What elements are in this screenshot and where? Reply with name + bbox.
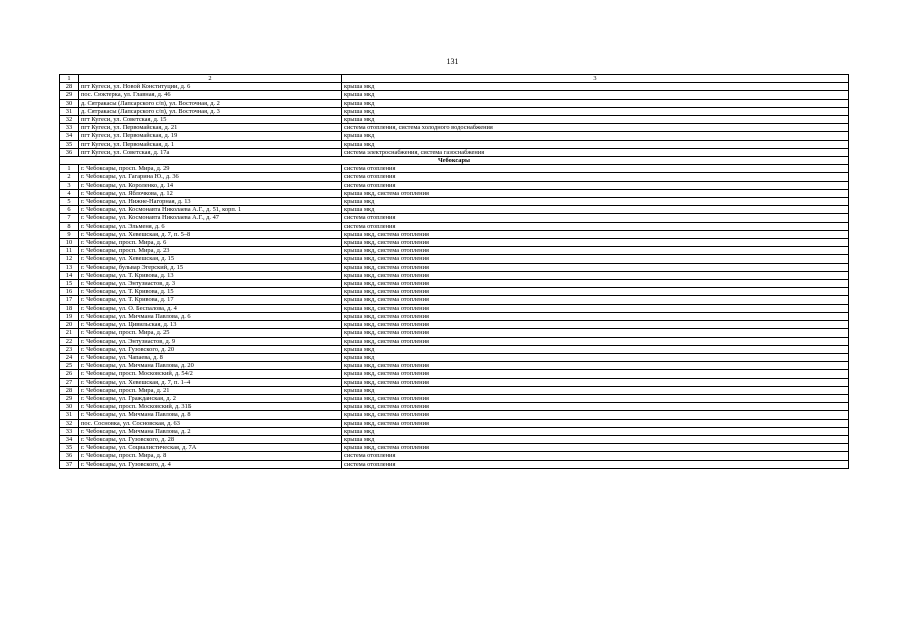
- row-work-cell: крыша мкд: [342, 91, 849, 99]
- row-work-cell: система отопления: [342, 214, 849, 222]
- row-work-cell: крыша мкд, система отопления: [342, 444, 849, 452]
- row-address-cell: г. Чебоксары, ул. Т. Кривова, д. 15: [79, 288, 342, 296]
- row-work-cell: крыша мкд, система отопления: [342, 296, 849, 304]
- table-row: [60, 312, 849, 320]
- row-number-cell: 19: [60, 312, 79, 320]
- row-address-cell: г. Чебоксары, ул. Нижне-Нагорная, д. 13: [79, 198, 342, 206]
- row-address-cell: пгт Кугеси, ул. Советская, д. 15: [79, 116, 342, 124]
- row-address-cell: г. Чебоксары, ул. Хевешская, д. 15: [79, 255, 342, 263]
- row-number-cell: 12: [60, 255, 79, 263]
- table-row: [60, 239, 849, 247]
- row-work-cell: крыша мкд: [342, 353, 849, 361]
- row-address-cell: г. Чебоксары, ул. Мичмана Павлова, д. 6: [79, 312, 342, 320]
- row-number-cell: 9: [60, 230, 79, 238]
- row-number-cell: 7: [60, 214, 79, 222]
- row-address-cell: г. Чебоксары, ул. Т. Кривова, д. 17: [79, 296, 342, 304]
- table-row: [60, 403, 849, 411]
- table-row: [60, 222, 849, 230]
- row-work-cell: система отопления: [342, 222, 849, 230]
- row-address-cell: г. Чебоксары, ул. Мичмана Павлова, д. 20: [79, 362, 342, 370]
- row-address-cell: г. Чебоксары, ул. Социалистическая, д. 7А: [79, 444, 342, 452]
- row-address-cell: г. Чебоксары, просп. Мира, д. 8: [79, 452, 342, 460]
- row-number-cell: 22: [60, 337, 79, 345]
- table-row: [60, 337, 849, 345]
- row-address-cell: пос. Сюктерка, ул. Главная, д. 46: [79, 91, 342, 99]
- table-row: [60, 247, 849, 255]
- row-work-cell: крыша мкд: [342, 83, 849, 91]
- row-address-cell: г. Чебоксары, ул. Цивильская, д. 13: [79, 321, 342, 329]
- row-number-cell: 28: [60, 386, 79, 394]
- row-address-cell: пгт Кугеси, ул. Новой Конституции, д. 6: [79, 83, 342, 91]
- row-work-cell: система отопления: [342, 181, 849, 189]
- table-row: [60, 329, 849, 337]
- row-work-cell: система отопления: [342, 165, 849, 173]
- row-number-cell: 3: [60, 181, 79, 189]
- row-work-cell: крыша мкд, система отопления: [342, 239, 849, 247]
- table-row: [60, 296, 849, 304]
- row-address-cell: г. Чебоксары, ул. Чапаева, д. 8: [79, 353, 342, 361]
- row-number-cell: 18: [60, 304, 79, 312]
- row-number-cell: 36: [60, 452, 79, 460]
- row-number-cell: 10: [60, 239, 79, 247]
- row-address-cell: г. Чебоксары, просп. Московский, д. 31Б: [79, 403, 342, 411]
- row-number-cell: 24: [60, 353, 79, 361]
- row-number-cell: 31: [60, 107, 79, 115]
- table-row: [60, 427, 849, 435]
- row-number-cell: 27: [60, 378, 79, 386]
- table-row: [60, 148, 849, 156]
- row-work-cell: крыша мкд: [342, 435, 849, 443]
- row-work-cell: крыша мкд: [342, 140, 849, 148]
- works-table-body: [60, 75, 849, 469]
- row-address-cell: г. Чебоксары, ул. Космонавта Николаева А.Г., д. 51, корп. 1: [79, 206, 342, 214]
- page-number: 131: [446, 57, 459, 66]
- table-row: [60, 386, 849, 394]
- row-number-cell: 2: [60, 173, 79, 181]
- table-row: [60, 280, 849, 288]
- row-number-cell: 28: [60, 83, 79, 91]
- row-number-cell: 30: [60, 403, 79, 411]
- row-work-cell: крыша мкд: [342, 132, 849, 140]
- table-row: [60, 255, 849, 263]
- row-number-cell: 30: [60, 99, 79, 107]
- row-work-cell: крыша мкд: [342, 206, 849, 214]
- table-row: [60, 140, 849, 148]
- row-work-cell: крыша мкд, система отопления: [342, 370, 849, 378]
- table-row: [60, 116, 849, 124]
- row-address-cell: г. Чебоксары, ул. Гузовского, д. 4: [79, 460, 342, 468]
- row-work-cell: крыша мкд: [342, 198, 849, 206]
- row-work-cell: крыша мкд, система отопления: [342, 411, 849, 419]
- row-number-cell: 35: [60, 140, 79, 148]
- row-work-cell: крыша мкд, система отопления: [342, 419, 849, 427]
- row-work-cell: крыша мкд: [342, 116, 849, 124]
- row-number-cell: 1: [60, 165, 79, 173]
- row-number-cell: 32: [60, 419, 79, 427]
- row-number-cell: 14: [60, 271, 79, 279]
- row-work-cell: крыша мкд: [342, 386, 849, 394]
- row-address-cell: г. Чебоксары, ул. О. Беспалова, д. 4: [79, 304, 342, 312]
- table-row: [60, 198, 849, 206]
- row-work-cell: система отопления: [342, 173, 849, 181]
- table-row: [60, 304, 849, 312]
- header-col-3: 3: [342, 75, 849, 83]
- row-address-cell: пос. Сосновка, ул. Сосновская, д. 63: [79, 419, 342, 427]
- row-address-cell: г. Чебоксары, ул. Гагарина Ю., д. 36: [79, 173, 342, 181]
- row-address-cell: г. Чебоксары, ул. Гузовского, д. 20: [79, 345, 342, 353]
- table-row: [60, 435, 849, 443]
- row-number-cell: 29: [60, 91, 79, 99]
- table-row: [60, 452, 849, 460]
- row-number-cell: 6: [60, 206, 79, 214]
- row-address-cell: д. Сятракасы (Лапсарского с/п), ул. Восточная, д. 3: [79, 107, 342, 115]
- row-address-cell: г. Чебоксары, ул. Эльменя, д. 6: [79, 222, 342, 230]
- table-row: [60, 214, 849, 222]
- row-work-cell: крыша мкд, система отопления: [342, 394, 849, 402]
- row-address-cell: г. Чебоксары, просп. Мира, д. 25: [79, 329, 342, 337]
- row-address-cell: г. Чебоксары, бульвар Эгерский, д. 15: [79, 263, 342, 271]
- row-address-cell: г. Чебоксары, ул. Энтузиастов, д. 9: [79, 337, 342, 345]
- table-row: [60, 444, 849, 452]
- row-number-cell: 4: [60, 189, 79, 197]
- table-row: [60, 263, 849, 271]
- row-work-cell: система отопления: [342, 460, 849, 468]
- row-work-cell: крыша мкд: [342, 345, 849, 353]
- row-work-cell: крыша мкд, система отопления: [342, 304, 849, 312]
- table-row: [60, 321, 849, 329]
- row-number-cell: 26: [60, 370, 79, 378]
- row-number-cell: 37: [60, 460, 79, 468]
- row-number-cell: 5: [60, 198, 79, 206]
- row-number-cell: 31: [60, 411, 79, 419]
- table-row: [60, 99, 849, 107]
- table-row: [60, 124, 849, 132]
- table-row: [60, 189, 849, 197]
- row-number-cell: 20: [60, 321, 79, 329]
- table-row: [60, 460, 849, 468]
- row-number-cell: 17: [60, 296, 79, 304]
- row-work-cell: крыша мкд, система отопления: [342, 189, 849, 197]
- row-address-cell: г. Чебоксары, просп. Мира, д. 6: [79, 239, 342, 247]
- table-row: [60, 83, 849, 91]
- row-work-cell: крыша мкд, система отопления: [342, 271, 849, 279]
- row-address-cell: г. Чебоксары, просп. Мира, д. 23: [79, 247, 342, 255]
- row-address-cell: г. Чебоксары, ул. Яблочкова, д. 12: [79, 189, 342, 197]
- table-row: [60, 419, 849, 427]
- row-work-cell: крыша мкд, система отопления: [342, 403, 849, 411]
- table-row: [60, 230, 849, 238]
- row-work-cell: крыша мкд, система отопления: [342, 312, 849, 320]
- row-number-cell: 16: [60, 288, 79, 296]
- row-work-cell: крыша мкд, система отопления: [342, 321, 849, 329]
- row-address-cell: пгт Кугеси, ул. Первомайская, д. 21: [79, 124, 342, 132]
- row-address-cell: д. Сятракасы (Лапсарского с/п), ул. Восточная, д. 2: [79, 99, 342, 107]
- row-work-cell: крыша мкд, система отопления: [342, 280, 849, 288]
- table-row: [60, 411, 849, 419]
- header-col-2: 2: [79, 75, 342, 83]
- row-work-cell: крыша мкд, система отопления: [342, 247, 849, 255]
- table-row: [60, 394, 849, 402]
- table-row: [60, 288, 849, 296]
- row-work-cell: крыша мкд, система отопления: [342, 288, 849, 296]
- table-header-row: [60, 75, 849, 83]
- row-work-cell: крыша мкд, система отопления: [342, 230, 849, 238]
- row-work-cell: система отопления, система холодного водоснабжения: [342, 124, 849, 132]
- row-address-cell: г. Чебоксары, ул. Хевешская, д. 7, п. 1–4: [79, 378, 342, 386]
- works-table: [59, 74, 849, 469]
- table-row: [60, 91, 849, 99]
- row-address-cell: г. Чебоксары, ул. Хевешская, д. 7, п. 5–8: [79, 230, 342, 238]
- table-row: [60, 132, 849, 140]
- row-work-cell: система отопления: [342, 452, 849, 460]
- table-row: [60, 165, 849, 173]
- row-number-cell: 21: [60, 329, 79, 337]
- table-row: [60, 107, 849, 115]
- row-work-cell: крыша мкд, система отопления: [342, 378, 849, 386]
- table-row: [60, 271, 849, 279]
- row-work-cell: система электроснабжения, система газоснабжения: [342, 148, 849, 156]
- table-row: [60, 173, 849, 181]
- row-address-cell: г. Чебоксары, ул. Космонавта Николаева А.Г., д. 47: [79, 214, 342, 222]
- table-row: [60, 206, 849, 214]
- row-number-cell: 34: [60, 435, 79, 443]
- row-number-cell: 32: [60, 116, 79, 124]
- row-address-cell: г. Чебоксары, ул. Мичмана Павлова, д. 2: [79, 427, 342, 435]
- row-address-cell: пгт Кугеси, ул. Советская, д. 17а: [79, 148, 342, 156]
- row-number-cell: 33: [60, 427, 79, 435]
- row-work-cell: крыша мкд, система отопления: [342, 263, 849, 271]
- row-number-cell: 13: [60, 263, 79, 271]
- row-address-cell: г. Чебоксары, ул. Короленко, д. 14: [79, 181, 342, 189]
- row-work-cell: крыша мкд: [342, 99, 849, 107]
- section-row: [60, 157, 849, 165]
- row-work-cell: крыша мкд, система отопления: [342, 337, 849, 345]
- table-row: [60, 378, 849, 386]
- table-row: [60, 370, 849, 378]
- row-address-cell: г. Чебоксары, просп. Мира, д. 29: [79, 165, 342, 173]
- section-title: Чебоксары: [60, 157, 849, 165]
- table-row: [60, 362, 849, 370]
- row-number-cell: 36: [60, 148, 79, 156]
- row-number-cell: 29: [60, 394, 79, 402]
- row-number-cell: 8: [60, 222, 79, 230]
- row-address-cell: г. Чебоксары, ул. Гражданская, д. 2: [79, 394, 342, 402]
- row-work-cell: крыша мкд: [342, 107, 849, 115]
- row-work-cell: крыша мкд, система отопления: [342, 362, 849, 370]
- row-number-cell: 33: [60, 124, 79, 132]
- header-col-1: 1: [60, 75, 79, 83]
- row-address-cell: пгт Кугеси, ул. Первомайская, д. 19: [79, 132, 342, 140]
- row-address-cell: г. Чебоксары, ул. Т. Кривова, д. 13: [79, 271, 342, 279]
- row-number-cell: 23: [60, 345, 79, 353]
- row-number-cell: 11: [60, 247, 79, 255]
- row-work-cell: крыша мкд, система отопления: [342, 329, 849, 337]
- row-work-cell: крыша мкд, система отопления: [342, 255, 849, 263]
- row-address-cell: г. Чебоксары, ул. Гузовского, д. 28: [79, 435, 342, 443]
- row-number-cell: 34: [60, 132, 79, 140]
- row-work-cell: крыша мкд: [342, 427, 849, 435]
- table-row: [60, 345, 849, 353]
- row-address-cell: г. Чебоксары, просп. Московский, д. 54/2: [79, 370, 342, 378]
- row-address-cell: г. Чебоксары, ул. Энтузиастов, д. 3: [79, 280, 342, 288]
- row-number-cell: 25: [60, 362, 79, 370]
- row-address-cell: г. Чебоксары, просп. Мира, д. 21: [79, 386, 342, 394]
- row-number-cell: 35: [60, 444, 79, 452]
- row-number-cell: 15: [60, 280, 79, 288]
- table-row: [60, 353, 849, 361]
- table-row: [60, 181, 849, 189]
- row-address-cell: пгт Кугеси, ул. Первомайская, д. 1: [79, 140, 342, 148]
- row-address-cell: г. Чебоксары, ул. Мичмана Павлова, д. 8: [79, 411, 342, 419]
